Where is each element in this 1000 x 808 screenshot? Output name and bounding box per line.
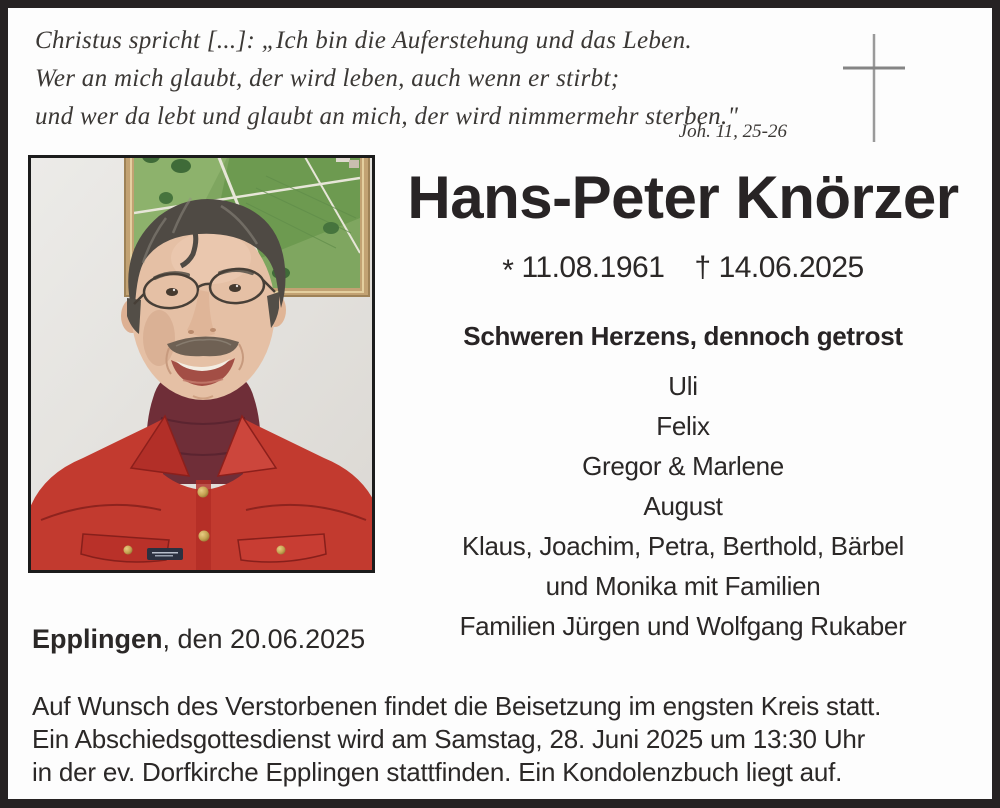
birth-date: 11.08.1961 — [521, 251, 665, 284]
funeral-info-line: Auf Wunsch des Verstorbenen findet die Beisetzung im engsten Kreis statt. — [32, 691, 882, 721]
motto: Schweren Herzens, dennoch getrost — [463, 321, 903, 351]
mourner-line: Gregor & Marlene — [582, 451, 784, 481]
birth-star-symbol: * — [502, 254, 514, 287]
quote-line: Wer an mich glaubt, der wird leben, auch wenn er stirbt; — [35, 65, 620, 92]
mourner-line: und Monika mit Familien — [545, 571, 821, 601]
mourner-line: Familien Jürgen und Wolfgang Rukaber — [459, 611, 907, 641]
funeral-info — [32, 690, 881, 789]
mourners-list — [383, 366, 983, 646]
memorial-cross-icon — [838, 30, 910, 153]
place-date-line — [32, 624, 365, 655]
death-dagger-symbol: † — [694, 251, 711, 284]
quote-line: Christus spricht [...]: „Ich bin die Auferstehung und das Leben. — [35, 27, 692, 54]
mourner-line: Klaus, Joachim, Petra, Berthold, Bärbel — [461, 531, 905, 561]
mourner-line: August — [643, 491, 723, 521]
death-date: 14.06.2025 — [718, 251, 864, 284]
place-date-suffix: , den 20.06.2025 — [162, 624, 366, 654]
mourner-line: Felix — [656, 411, 710, 441]
portrait-photo — [28, 155, 375, 573]
funeral-info-line: Ein Abschiedsgottesdienst wird am Samstag, 28. Juni 2025 um 13:30 Uhr — [32, 724, 866, 754]
bible-quote — [35, 22, 815, 136]
place-name: Epplingen — [32, 624, 163, 654]
life-dates — [383, 251, 983, 285]
quote-line: und wer da lebt und glaubt an mich, der wird nimmermehr sterben." — [35, 103, 739, 130]
bible-reference: Joh. 11, 25-26 — [678, 121, 787, 142]
mourner-line: Uli — [668, 371, 698, 401]
funeral-info-line: in der ev. Dorfkirche Epplingen stattfinden. Ein Kondolenzbuch liegt auf. — [32, 757, 843, 787]
deceased-name: Hans-Peter Knörzer — [407, 164, 959, 231]
